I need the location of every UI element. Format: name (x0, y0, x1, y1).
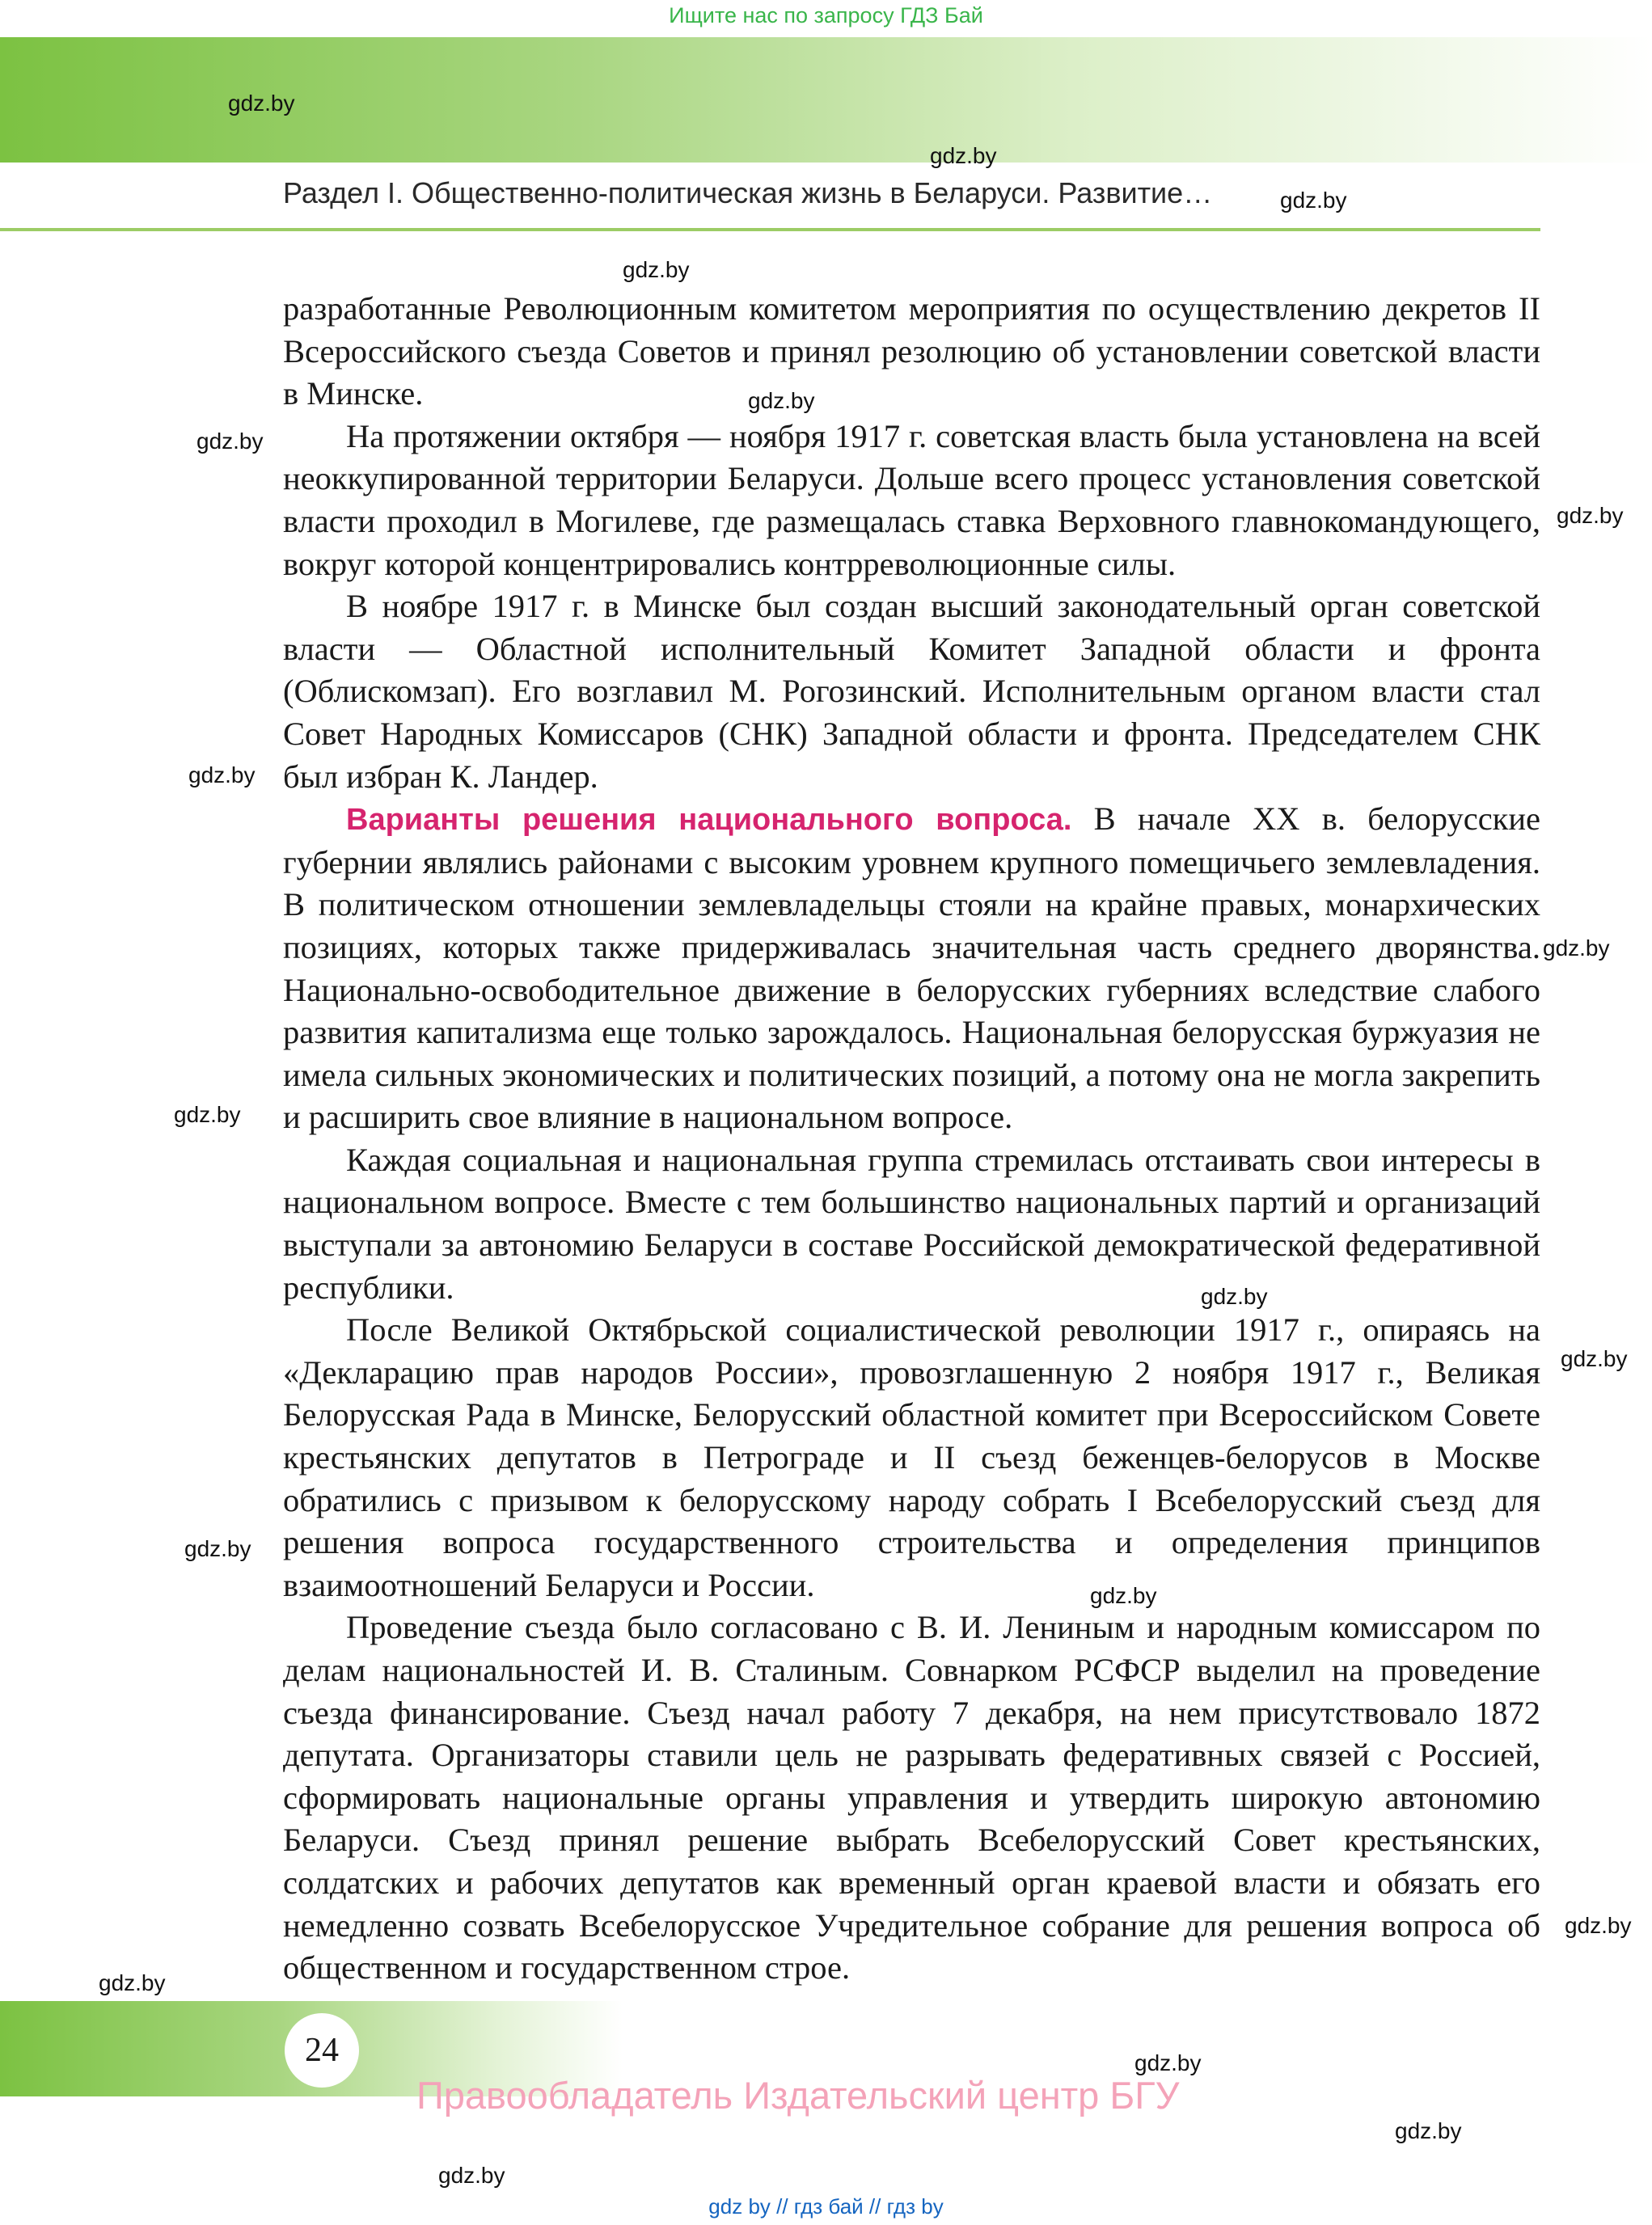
bottom-links[interactable]: gdz by // гдз бай // гдз by (708, 2194, 944, 2219)
watermark: gdz.by (1280, 188, 1347, 213)
section-paragraph (283, 798, 1540, 1139)
copyright-notice: Правообладатель Издательский центр БГУ (416, 2074, 1180, 2117)
watermark: gdz.by (174, 1102, 241, 1127)
section-heading: Варианты решения национального вопроса. (346, 803, 1072, 838)
top-banner-link[interactable]: Ищите нас по запросу ГДЗ Бай (669, 3, 983, 27)
watermark: gdz.by (438, 2163, 505, 2188)
paragraph: На протяжении октября — ноября 1917 г. советская власть была установлена на всей неоккупированной территории Беларуси. Дольше всего процесс установления советской власти проходил в Могилеве, где размещалась ставка Верховного главнокомандующего, вокруг которой концентрировались контрреволюционные силы. (283, 417, 1540, 582)
watermark: gdz.by (228, 91, 295, 116)
watermark: gdz.by (1090, 1583, 1157, 1608)
watermark: gdz.by (184, 1536, 251, 1561)
body-text (283, 288, 1540, 1990)
watermark: gdz.by (1201, 1284, 1268, 1309)
paragraph: После Великой Октябрьской социалистической революции 1917 г., опираясь на «Декларацию прав народов России», провозглашенную 2 ноября 1917 г., Великая Белорусская Рада в Минске, Белорусский областной комитет при Всероссийском Совете крестьянских депутатов в Петрограде и II съезд беженцев-белорусов в Москве обратились с призывом к белорусскому народу собрать I Всебелорусский съезд для решения вопроса государственного строительства и определения принципов взаимоотношений Беларуси и России. (283, 1311, 1540, 1603)
watermark: gdz.by (623, 257, 690, 282)
watermark: gdz.by (1561, 1346, 1628, 1371)
watermark: gdz.by (1543, 935, 1610, 961)
header-divider (0, 228, 1540, 231)
watermark: gdz.by (196, 429, 264, 454)
paragraph: Проведение съезда было согласовано с В. И. Лениным и народным комиссаром по делам национальностей И. В. Сталиным. Совнарком РСФСР выделил на проведение съезда финансирование. Съезд начал работу 7 декабря, на нем присутствовало 1872 депутата. Организаторы ставили цель не разрывать федеративных связей с Россией, сформировать национальные органы управления и утвердить широкую автономию Беларуси. Съезд принял решение выбрать Всебелорусский Совет крестьянских, солдатских и рабочих депутатов как временный орган краевой власти и обязать его немедленно созвать Всебелорусское Учредительное собрание для решения вопроса об общественном и государственном строе. (283, 1609, 1540, 1986)
paragraph: В ноябре 1917 г. в Минске был создан высший законодательный орган советской власти — Областной исполнительный Комитет Западной области и фронта (Облискомзап). Его возглавил М. Рогозинский. Исполнительным органом власти стал Совет Народных Комиссаров (СНК) Западной области и фронта. Председателем СНК был избран К. Ландер. (283, 588, 1540, 795)
watermark: gdz.by (930, 143, 997, 168)
page-number: 24 (285, 2013, 359, 2088)
watermark: gdz.by (1395, 2118, 1462, 2143)
paragraph: разработанные Революционным комитетом мероприятия по осуществлению декретов II Всероссийского съезда Советов и принял резолюцию об установлении советской власти в Минске. (283, 290, 1540, 412)
paragraph: Каждая социальная и национальная группа стремилась отстаивать свои интересы в национальном вопросе. Вместе с тем большинство национальных партий и организаций выступали за автономию Беларуси в составе Российской демократической федеративной республики. (283, 1141, 1540, 1306)
watermark: gdz.by (99, 1970, 166, 1995)
section-lead-text: В начале ХХ в. белорусские губернии являлись районами с высоким уровнем крупного помещичьего землевладения. В политическом отношении землевладельцы стояли на крайне правых, монархических позициях, которых также придерживалась значительная часть среднего дворянства. Национально-освободительное движение в белорусских губерниях вследствие слабого развития капитализма еще только зарождалось. Национальная белорусская буржуазия не имела сильных экономических и политических позиций, а потому она не могла закрепить и расширить свое влияние в национальном вопросе. (283, 800, 1540, 1136)
watermark: gdz.by (1565, 1913, 1632, 1938)
watermark: gdz.by (1134, 2050, 1202, 2075)
running-header-title: Раздел I. Общественно-политическая жизнь в Беларуси. Развитие… (283, 176, 1213, 209)
watermark: gdz.by (188, 762, 256, 787)
watermark: gdz.by (1557, 503, 1624, 528)
watermark: gdz.by (748, 388, 815, 413)
